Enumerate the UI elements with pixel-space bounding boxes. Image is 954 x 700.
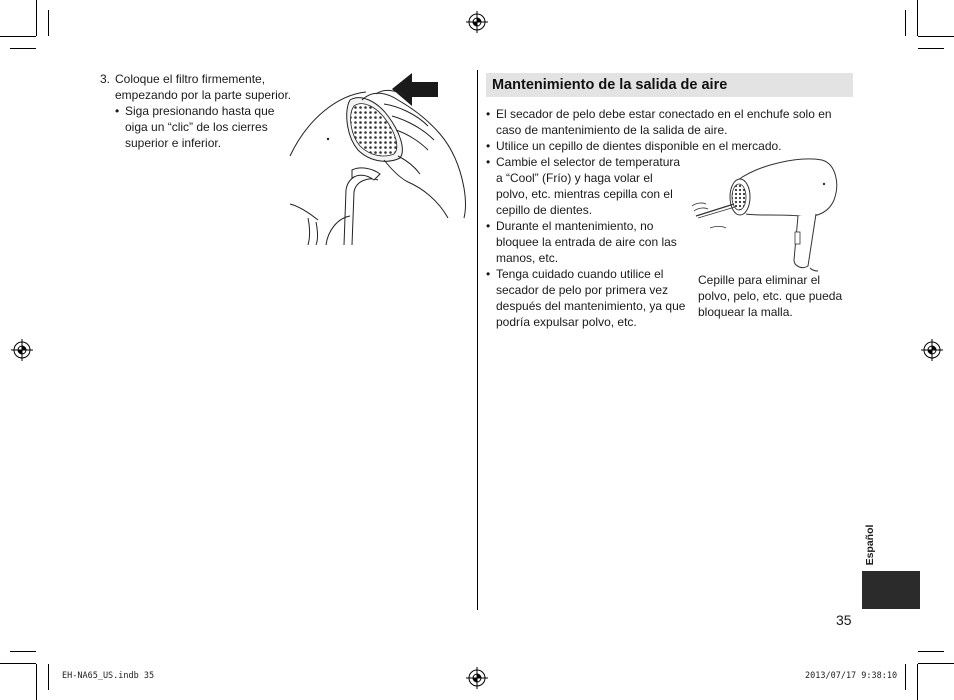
list-item-line: podría expulsar polvo, etc. xyxy=(496,315,637,329)
list-item-line: • Durante el mantenimiento, no xyxy=(496,219,654,233)
list-item-line: cepillo de dientes. xyxy=(496,203,593,217)
step-line: Coloque el filtro firmemente, xyxy=(115,72,266,86)
hand-filter-illustration xyxy=(288,70,468,246)
bullet-list-top xyxy=(486,106,836,154)
caption-line: bloquear la malla. xyxy=(698,305,793,319)
registration-mark-icon xyxy=(466,667,488,689)
registration-mark-icon xyxy=(921,339,943,361)
list-item-line: a “Cool” (Frío) y haga volar el xyxy=(496,171,653,185)
slug-file: EH-NA65_US.indb 35 xyxy=(62,671,155,681)
list-item-line: polvo, etc. mientras cepilla con el xyxy=(496,187,673,201)
bullet-list-bottom xyxy=(486,154,691,330)
step-number: 3. xyxy=(100,72,111,86)
language-label: Español xyxy=(864,524,876,566)
sub-bullet-line: oiga un “clic” de los cierres xyxy=(125,120,268,134)
list-item xyxy=(486,218,691,266)
illustration-caption xyxy=(698,272,858,320)
slug-datetime: 2013/07/17 9:38:10 xyxy=(805,671,898,681)
list-item-line: • Tenga cuidado cuando utilice el xyxy=(496,267,664,281)
list-item-line: • Cambie el selector de temperatura xyxy=(496,155,681,169)
list-item xyxy=(486,266,691,330)
language-tab xyxy=(862,571,920,609)
list-item xyxy=(486,106,836,138)
list-item-line: • El secador de pelo debe estar conectado en el enchufe solo en xyxy=(496,107,832,121)
caption-line: polvo, pelo, etc. que pueda xyxy=(698,289,843,303)
hair-dryer-brush-illustration xyxy=(690,156,840,272)
list-item-line: caso de mantenimiento de la salida de aire. xyxy=(496,123,728,137)
list-item-line: manos, etc. xyxy=(496,251,559,265)
registration-mark-icon xyxy=(11,339,33,361)
list-item-line: secador de pelo por primera vez xyxy=(496,283,669,297)
registration-mark-icon xyxy=(466,11,488,33)
step-line: empezando por la parte superior. xyxy=(115,88,292,102)
list-item xyxy=(486,138,836,154)
column-divider xyxy=(477,70,478,610)
caption-line: Cepille para eliminar el xyxy=(698,273,821,287)
sub-bullet-line: superior e inferior. xyxy=(125,136,222,150)
step-3-instruction xyxy=(100,71,295,151)
list-item-line: después del mantenimiento, ya que xyxy=(496,299,686,313)
sub-bullet xyxy=(115,103,295,151)
list-item-line: • Utilice un cepillo de dientes disponible en el mercado. xyxy=(496,139,782,153)
sub-bullet-line: • Siga presionando hasta que xyxy=(125,104,275,118)
list-item-line: bloquee la entrada de aire con las xyxy=(496,235,677,249)
list-item xyxy=(486,154,691,218)
page-number: 35 xyxy=(836,612,852,628)
section-title: Mantenimiento de la salida de aire xyxy=(486,73,853,97)
